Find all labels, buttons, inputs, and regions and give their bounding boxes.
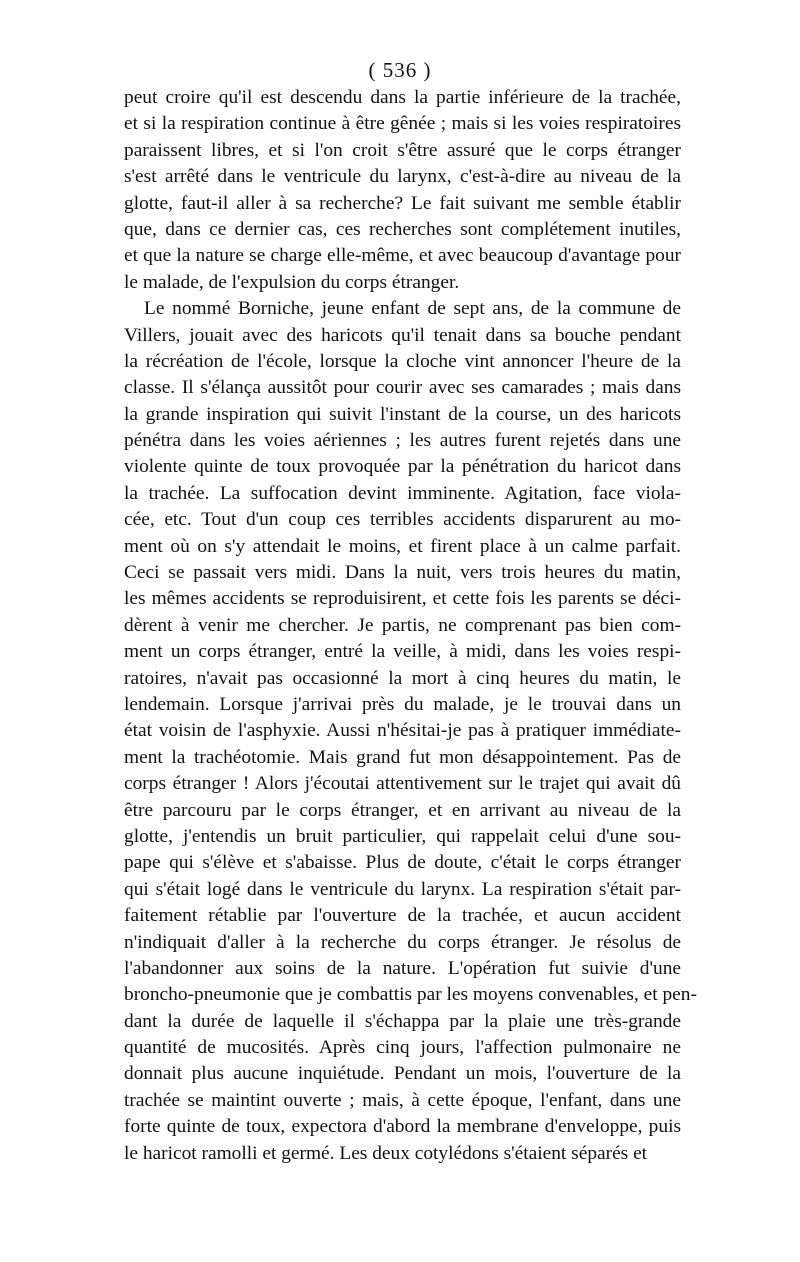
text-line: broncho-pneumonie que je combattis par les moyens convenables, et pen- [124, 984, 697, 1006]
text-line: le malade, de l'expulsion du corps étranger. [124, 271, 460, 293]
text-line: peut croire qu'il est descendu dans la partie inférieure de la trachée, [124, 87, 681, 108]
text-line: Ceci se passait vers midi. Dans la nuit, vers trois heures du matin, [124, 562, 681, 584]
text-line: trachée se maintint ouverte ; mais, à cette époque, l'enfant, dans une [124, 1089, 681, 1111]
paragraph [124, 296, 697, 1167]
text-line: l'abandonner aux soins de la nature. L'opération fut suivie d'une [124, 957, 681, 979]
text-line: que, dans ce dernier cas, ces recherches sont complétement inutiles, [124, 218, 681, 240]
text-line: Le nommé Borniche, jeune enfant de sept ans, de la commune de [144, 298, 681, 320]
text-line: et que la nature se charge elle-même, et avec beaucoup d'avantage pour [124, 245, 681, 267]
text-line: donnait plus aucune inquiétude. Pendant un mois, l'ouverture de la [124, 1063, 681, 1085]
text-line: qui s'était logé dans le ventricule du larynx. La respiration s'était par- [124, 878, 681, 900]
text-line: lendemain. Lorsque j'arrivai près du malade, je le trouvai dans un [124, 693, 681, 715]
text-line: état voisin de l'asphyxie. Aussi n'hésitai-je pas à pratiquer immédiate- [124, 720, 681, 742]
text-line: les mêmes accidents se reproduisirent, et cette fois les parents se déci- [124, 588, 681, 610]
text-line: pénétra dans les voies aériennes ; les autres furent rejetés dans une [124, 430, 681, 452]
text-line: la trachée. La suffocation devint imminente. Agitation, face viola- [124, 482, 681, 504]
text-line: corps étranger ! Alors j'écoutai attentivement sur le trajet qui avait dû [124, 773, 681, 795]
body-text [124, 85, 697, 1167]
text-line: classe. Il s'élança aussitôt pour courir avec ses camarades ; mais dans [124, 377, 681, 399]
text-line: cée, etc. Tout d'un coup ces terribles accidents disparurent au mo- [124, 509, 681, 531]
text-line: être parcouru par le corps étranger, et en arrivant au niveau de la [124, 799, 681, 821]
text-line: Villers, jouait avec des haricots qu'il tenait dans sa bouche pendant [124, 324, 681, 346]
text-line: paraissent libres, et si l'on croit s'être assuré que le corps étranger [124, 139, 681, 161]
text-line: dèrent à venir me chercher. Je partis, ne comprenant pas bien com- [124, 614, 681, 636]
paragraph [124, 85, 681, 296]
text-line: quantité de mucosités. Après cinq jours, l'affection pulmonaire ne [124, 1037, 681, 1059]
text-line: violente quinte de toux provoquée par la pénétration du haricot dans [124, 456, 681, 478]
text-line: et si la respiration continue à être gênée ; mais si les voies respiratoires [124, 113, 681, 135]
text-line: ment où on s'y attendait le moins, et firent place à un calme parfait. [124, 535, 681, 557]
text-line: ratoires, n'avait pas occasionné la mort à cinq heures du matin, le [124, 667, 681, 689]
text-line: ment la trachéotomie. Mais grand fut mon désappointement. Pas de [124, 746, 681, 768]
text-line: pape qui s'élève et s'abaisse. Plus de doute, c'était le corps étranger [124, 852, 681, 874]
text-line: ment un corps étranger, entré la veille, à midi, dans les voies respi- [124, 641, 681, 663]
text-line: s'est arrêté dans le ventricule du larynx, c'est-à-dire au niveau de la [124, 166, 681, 188]
text-line: faitement rétablie par l'ouverture de la trachée, et aucun accident [124, 905, 681, 927]
text-line: dant la durée de laquelle il s'échappa par la plaie une très-grande [124, 1010, 681, 1032]
text-line: n'indiquait d'aller à la recherche du corps étranger. Je résolus de [124, 931, 681, 953]
text-line: glotte, j'entendis un bruit particulier, qui rappelait celui d'une sou- [124, 825, 681, 847]
text-line: la récréation de l'école, lorsque la cloche vint annoncer l'heure de la [124, 350, 681, 372]
page-number: ( 536 ) [368, 58, 432, 82]
text-line: la grande inspiration qui suivit l'instant de la course, un des haricots [124, 403, 681, 425]
text-line: glotte, faut-il aller à sa recherche? Le fait suivant me semble établir [124, 192, 681, 214]
text-line: forte quinte de toux, expectora d'abord la membrane d'enveloppe, puis [124, 1116, 681, 1138]
text-line: le haricot ramolli et germé. Les deux cotylédons s'étaient séparés et [124, 1142, 648, 1164]
